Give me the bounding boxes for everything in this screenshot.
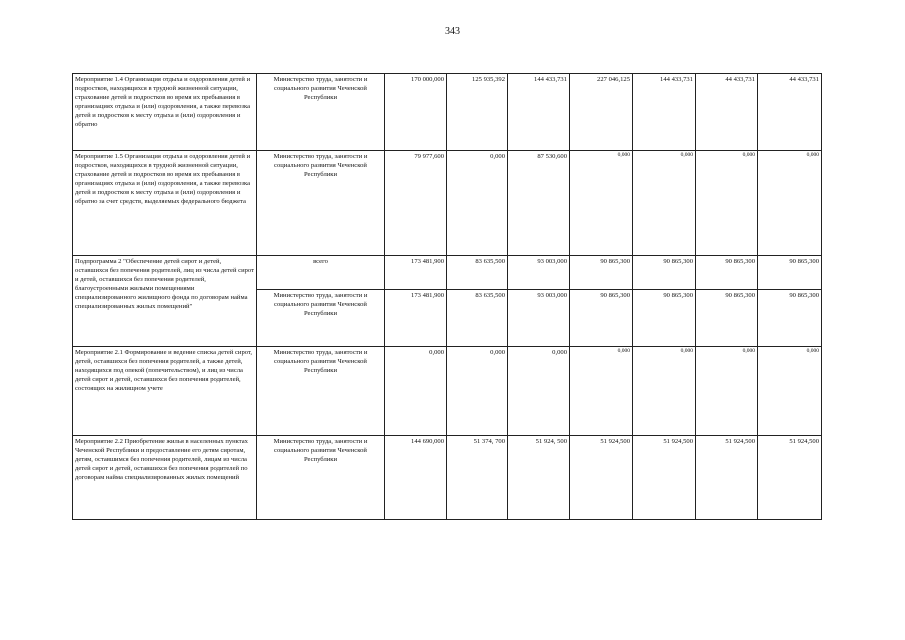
value-cell: 0,000 <box>696 151 758 256</box>
value-cell: 87 530,600 <box>508 151 570 256</box>
executor-cell: Министерство труда, занятости и социального развития Чеченской Республики <box>257 151 385 256</box>
table-row <box>73 74 822 151</box>
value-cell: 79 977,600 <box>385 151 447 256</box>
value-cell: 83 635,500 <box>447 290 508 347</box>
table-row <box>73 151 822 256</box>
measure-description: Мероприятие 2.2 Приобретение жилья в населенных пунктах Чеченской Республики и предоставление его детям сиротам, детям, оставшимся без попечения родителей, лицам из числа детей сирот и детей, оставшихся без попечения родителей по договорам найма специализированных жилых помещений <box>73 436 257 520</box>
table-row <box>73 436 822 520</box>
measure-description: Мероприятие 2.1 Формирование и ведение списка детей сирот, детей, оставшихся без попечения родителей, а также детей, находящихся под опекой (попечительством), и лиц из числа детей сирот и детей, оставшихся без попечения родителей, состоящих на жилищном учете <box>73 347 257 436</box>
value-cell: 90 865,300 <box>758 256 822 290</box>
value-cell: 90 865,300 <box>758 290 822 347</box>
value-cell: 51 374, 700 <box>447 436 508 520</box>
value-cell: 0,000 <box>570 151 633 256</box>
subprogram-description: Подпрограмма 2 "Обеспечение детей сирот и детей, оставшихся без попечения родителей, лиц из числа детей сирот и детей, оставшихся без попечения родителей, благоустроенными жилыми помещениями специализированного жилищного фонда по договорам найма специализированных жилых помещений" <box>73 256 257 347</box>
value-cell: 0,000 <box>447 347 508 436</box>
executor-cell: Министерство труда, занятости и социального развития Чеченской Республики <box>257 436 385 520</box>
value-cell: 227 046,125 <box>570 74 633 151</box>
measure-description: Мероприятие 1.5 Организация отдыха и оздоровления детей и подростков, находящихся в трудной жизненной ситуации, страхование детей и подростков во время их пребывания в организациях отдыха и (или) оздоровления, а также перевозка детей и подростков к месту отдыха и (или) оздоровления и обратно за счет средств, выделяемых федерального бюджета <box>73 151 257 256</box>
value-cell: 144 690,000 <box>385 436 447 520</box>
value-cell: 51 924,500 <box>570 436 633 520</box>
page-number: 343 <box>445 26 460 37</box>
measure-description: Мероприятие 1.4 Организация отдыха и оздоровления детей и подростков, находящихся в трудной жизненной ситуации, страхование детей и подростков во время их пребывания в организациях отдыха и (или) оздоровления, а также перевозка детей и подростков к месту отдыха и (или) оздоровления и обратно <box>73 74 257 151</box>
table-row <box>73 256 822 290</box>
value-cell: 83 635,500 <box>447 256 508 290</box>
value-cell: 93 003,000 <box>508 256 570 290</box>
value-cell: 90 865,300 <box>696 290 758 347</box>
value-cell: 0,000 <box>447 151 508 256</box>
value-cell: 0,000 <box>385 347 447 436</box>
value-cell: 0,000 <box>758 151 822 256</box>
value-cell: 170 000,000 <box>385 74 447 151</box>
value-cell: 90 865,300 <box>570 290 633 347</box>
value-cell: 90 865,300 <box>570 256 633 290</box>
value-cell: 0,000 <box>696 347 758 436</box>
value-cell: 90 865,300 <box>696 256 758 290</box>
value-cell: 51 924,500 <box>758 436 822 520</box>
value-cell: 93 003,000 <box>508 290 570 347</box>
value-cell: 144 433,731 <box>508 74 570 151</box>
table-row <box>73 347 822 436</box>
value-cell: 125 935,392 <box>447 74 508 151</box>
value-cell: 51 924, 500 <box>508 436 570 520</box>
value-cell: 0,000 <box>758 347 822 436</box>
value-cell: 44 433,731 <box>696 74 758 151</box>
value-cell: 0,000 <box>633 151 696 256</box>
value-cell: 0,000 <box>570 347 633 436</box>
executor-cell: Министерство труда, занятости и социального развития Чеченской Республики <box>257 347 385 436</box>
value-cell: 0,000 <box>633 347 696 436</box>
budget-table <box>72 73 822 520</box>
executor-cell: Министерство труда, занятости и социального развития Чеченской Республики <box>257 74 385 151</box>
value-cell: 90 865,300 <box>633 256 696 290</box>
value-cell: 173 481,900 <box>385 256 447 290</box>
value-cell: 51 924,500 <box>696 436 758 520</box>
value-cell: 144 433,731 <box>633 74 696 151</box>
value-cell: 173 481,900 <box>385 290 447 347</box>
value-cell: 0,000 <box>508 347 570 436</box>
value-cell: 51 924,500 <box>633 436 696 520</box>
value-cell: 44 433,731 <box>758 74 822 151</box>
executor-cell: Министерство труда, занятости и социального развития Чеченской Республики <box>257 290 385 347</box>
executor-cell: всего <box>257 256 385 290</box>
value-cell: 90 865,300 <box>633 290 696 347</box>
